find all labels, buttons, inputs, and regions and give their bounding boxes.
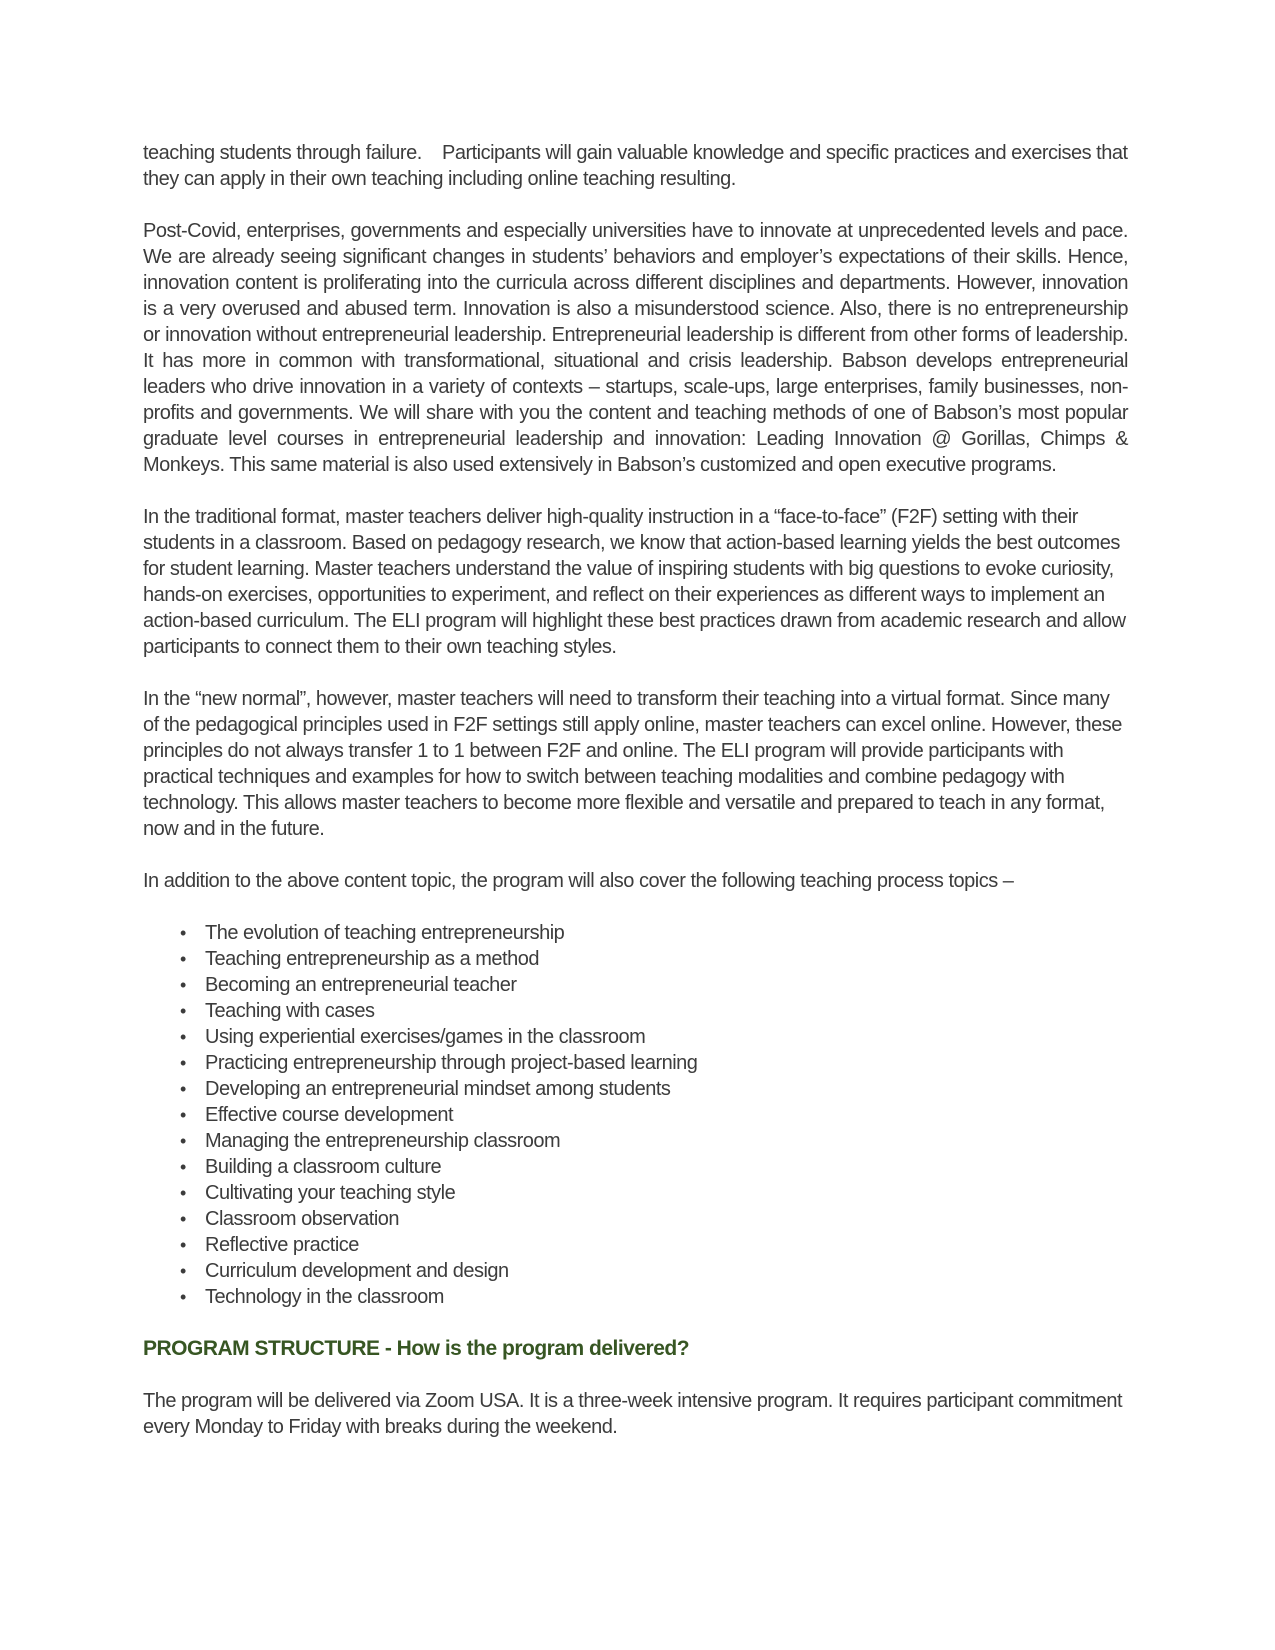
paragraph-new-normal: In the “new normal”, however, master teachers will need to transform their teaching into a virtual format. Since many of the pedagogical principles used in F2F settings still apply online, master teachers can excel online. However, these principles do not always transfer 1 to 1 between F2F and online. The ELI program will provide participants with practical techniques and examples for how to switch between teaching modalities and combine pedagogy with technology. This allows master teachers to become more flexible and versatile and prepared to teach in any format, now and in the future. [143,688,1122,840]
list-item: • Developing an entrepreneurial mindset among students [143,1076,1128,1102]
list-item: • Building a classroom culture [143,1154,1128,1180]
teaching-topics-list [143,920,1128,1310]
list-item: • Technology in the classroom [143,1284,1128,1310]
paragraph-post-covid: Post-Covid, enterprises, governments and especially universities have to innovate at unprecedented levels and pace. We are already seeing significant changes in students’ behaviors and employer’s expectations of their skills. Hence, innovation content is proliferating into the curricula across different disciplines and departments. However, innovation is a very overused and abused term. Innovation is also a misunderstood science. Also, there is no entrepreneurship or innovation without entrepreneurial leadership. Entrepreneurial leadership is different from other forms of leadership. It has more in common with transformational, situational and crisis leadership. Babson develops entrepreneurial leaders who drive innovation in a variety of contexts – startups, scale-ups, large enterprises, family businesses, non-profits and governments. We will share with you the content and teaching methods of one of Babson’s most popular graduate level courses in entrepreneurial leadership and innovation: Leading Innovation @ Gorillas, Chimps & Monkeys. This same material is also used extensively in Babson’s customized and open executive programs. [143,220,1128,476]
list-item: • Reflective practice [143,1232,1128,1258]
list-item: • Curriculum development and design [143,1258,1128,1284]
list-item: • Managing the entrepreneurship classroom [143,1128,1128,1154]
list-item: • Becoming an entrepreneurial teacher [143,972,1128,998]
document-content [143,140,1133,1466]
list-item: • Classroom observation [143,1206,1128,1232]
list-item: • Teaching entrepreneurship as a method [143,946,1128,972]
list-item: • Practicing entrepreneurship through project-based learning [143,1050,1128,1076]
paragraph-continued-intro: teaching students through failure. Participants will gain valuable knowledge and specific practices and exercises that they can apply in their own teaching including online teaching resulting. [143,142,1133,190]
paragraph-topics-intro: In addition to the above content topic, the program will also cover the following teaching process topics – [143,870,1014,892]
list-item: • The evolution of teaching entrepreneurship [143,920,1128,946]
section-heading-program-structure: PROGRAM STRUCTURE - How is the program delivered? [143,1337,690,1360]
list-item: • Effective course development [143,1102,1128,1128]
paragraph-traditional-format: In the traditional format, master teachers deliver high-quality instruction in a “face-to-face” (F2F) setting with their students in a classroom. Based on pedagogy research, we know that action-based learning yields the best outcomes for student learning. Master teachers understand the value of inspiring students with big questions to evoke curiosity, hands-on exercises, opportunities to experiment, and reflect on their experiences as different ways to implement an action-based curriculum. The ELI program will highlight these best practices drawn from academic research and allow participants to connect them to their own teaching styles. [143,506,1126,658]
paragraph-program-delivery: The program will be delivered via Zoom USA. It is a three-week intensive program. It requires participant commitment every Monday to Friday with breaks during the weekend. [143,1390,1123,1438]
list-item: • Cultivating your teaching style [143,1180,1128,1206]
list-item: • Teaching with cases [143,998,1128,1024]
list-item: • Using experiential exercises/games in the classroom [143,1024,1128,1050]
